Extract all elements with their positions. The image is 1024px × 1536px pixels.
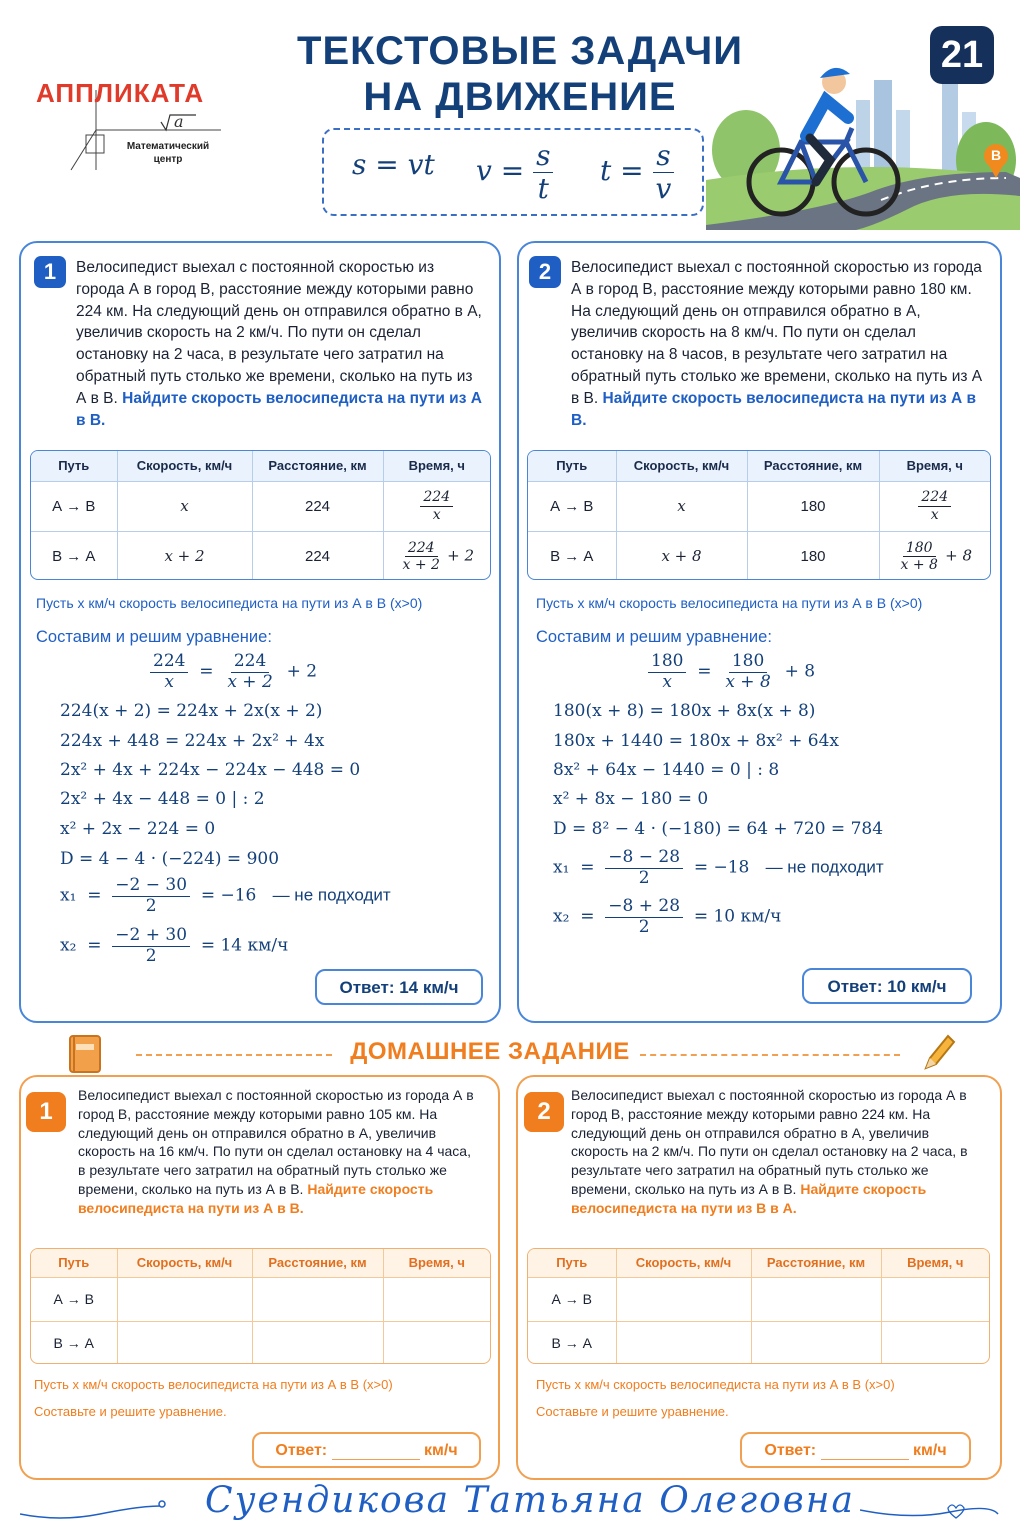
formula-time-left: t = [600,154,644,188]
root-num: −8 − 28 [605,848,683,869]
cell-time [879,531,990,580]
formula-speed [476,140,553,205]
eq-left-den: x [164,671,175,692]
cell-speed-input[interactable] [616,1277,751,1321]
logo-caption: Математический центр [126,141,210,165]
cell-time-input[interactable] [383,1277,490,1321]
eq-right-den: x + 2 [227,671,273,692]
root-label: x₁ [553,857,570,878]
page-number-badge: 21 [930,26,994,84]
homework-question: Найдите скорость велосипедиста на пути из В в А. [571,1180,927,1216]
solve-label: Составим и решим уравнение: [36,628,272,646]
map-marker-label: B [990,147,1002,163]
time-den: x [930,506,939,523]
homework-answer-box[interactable] [740,1432,971,1468]
problem-question: Найдите скорость велосипедиста на пути из А в В. [571,389,977,429]
eq-left-num: 224 [150,652,188,673]
col-header-distance: Расстояние, км [252,1249,383,1277]
homework-table [30,1248,491,1364]
cell-path: В → А [31,531,117,580]
time-num: 224 [918,489,951,506]
root-result: = 14 км/ч [200,935,289,956]
time-den: x [432,506,441,523]
problem-text [571,257,983,431]
col-header-speed: Скорость, км/ч [117,451,252,481]
answer-unit: км/ч [913,1442,947,1459]
cell-path: А → В [31,481,117,531]
col-header-time: Время, ч [881,1249,989,1277]
data-table [30,450,491,580]
answer-blank[interactable] [821,1442,909,1460]
time-den: x + 8 [900,556,938,573]
root-result: = −16 [200,885,257,906]
cell-path: В → А [31,1321,117,1364]
table-row [31,1321,490,1364]
homework-table [527,1248,990,1364]
eq-left-den: x [662,671,673,692]
problem-question: Найдите скорость велосипедиста на пути из А в В. [76,389,482,429]
homework-title: ДОМАШНЕЕ ЗАДАНИЕ [350,1038,630,1065]
time-num: 180 [903,540,936,557]
cell-distance-input[interactable] [751,1277,881,1321]
cell-speed: x [616,481,747,531]
solution-step: 180(x + 8) = 180x + 8x(x + 8) [553,701,816,721]
eq-add: + 8 [784,661,816,682]
cell-distance-input[interactable] [252,1277,383,1321]
eq-right-den: x + 8 [725,671,771,692]
formula-distance: s = vt [352,148,435,181]
author-signature: Суендикова Татьяна Олеговна [205,1480,855,1521]
root-label: x₁ [60,885,77,906]
homework-statement: Велосипедист выехал с постоянной скоростью из города А в город В, расстояние между которыми равно 105 км. На следующий день он отправился обратно в А, увеличив скорость на 16 км/ч. По пути он сделал остановку на 4 часа, в результате чего затратил на обратный путь столько же времени, сколько на путь из А в В. [78,1087,474,1197]
solution-step: 224(x + 2) = 224x + 2x(x + 2) [60,701,323,721]
cell-path: В → А [528,531,616,580]
cell-time-input[interactable] [881,1321,989,1364]
col-header-time: Время, ч [879,451,990,481]
col-header-speed: Скорость, км/ч [616,451,747,481]
let-statement: Пусть x км/ч скорость велосипедиста на пути из А в В (x>0) [536,595,923,611]
col-header-speed: Скорость, км/ч [616,1249,751,1277]
root-x2: x₂ = $\frac{-2 + 30}{2}$ = 14 км/ч [60,925,289,966]
time-add: + 2 [447,546,474,565]
cell-speed: x [117,481,252,531]
problem-text [76,257,486,431]
let-statement: Пусть x км/ч скорость велосипедиста на пути из А в В (x>0) [36,595,423,611]
logo-glyph: a [174,112,184,131]
cell-path: А → В [528,481,616,531]
divider-right [640,1054,900,1056]
root-den: 2 [638,867,650,888]
divider-left [136,1054,332,1056]
solution-step: D = 4 − 4 · (−224) = 900 [60,849,280,869]
answer-blank[interactable] [332,1442,420,1460]
cell-distance-input[interactable] [751,1321,881,1364]
time-num: 224 [420,489,453,506]
cyclist-illustration [706,60,1020,230]
problem-number: 2 [529,256,561,288]
cell-path: А → В [528,1277,616,1321]
homework-let: Пусть x км/ч скорость велосипедиста на пути из А в В (x>0) [34,1377,393,1392]
root-x1: x₁ = $\frac{-2 - 30}{2}$ = −16 — не подходит [60,875,391,916]
formula-time-num: s [653,140,673,173]
homework-number: 2 [524,1092,564,1132]
solve-label: Составим и решим уравнение: [536,628,772,646]
homework-number: 1 [26,1092,66,1132]
cell-speed-input[interactable] [117,1277,252,1321]
answer-label: Ответ: [275,1442,328,1459]
cell-time [879,481,990,531]
col-header-distance: Расстояние, км [747,451,879,481]
root-result: = −18 [693,857,750,878]
root-num: −2 + 30 [112,926,190,947]
col-header-path: Путь [528,1249,616,1277]
problem-statement: Велосипедист выехал с постоянной скоростью из города А в город В, расстояние между которыми равно 180 км. На следующий день он отправился обратно в А, увеличив скорость на 8 км/ч. По пути он сделал остановку на 8 часов, в результате чего затратил на обратный путь столько же времени, сколько на путь из А в В. [571,259,983,407]
col-header-distance: Расстояние, км [751,1249,881,1277]
cell-distance: 224 [252,481,383,531]
book-icon [66,1032,106,1076]
col-header-path: Путь [31,451,117,481]
homework-let: Пусть x км/ч скорость велосипедиста на пути из А в В (x>0) [536,1377,895,1392]
table-row [528,531,990,580]
time-den: x + 2 [402,556,440,573]
homework-solve: Составьте и решите уравнение. [536,1404,729,1419]
cell-distance-input[interactable] [252,1321,383,1364]
main-equation: $\frac{224}{x}$ = $\frac{224}{x + 2}$ + 2 [150,652,317,692]
solution-step: D = 8² − 4 · (−180) = 64 + 720 = 784 [553,819,884,839]
cell-speed-input[interactable] [117,1321,252,1364]
table-row [528,1321,989,1364]
cell-distance: 180 [747,481,879,531]
formula-speed-den: t [537,172,549,206]
problem-statement: Велосипедист выехал с постоянной скоростью из города А в город В, расстояние между которыми равно 224 км. На следующий день он отправился обратно в А, увеличив скорость на 2 км/ч. По пути он сделал остановку на 2 часа, в результате чего затратил на обратный путь столько же времени, сколько на путь из А в В. [76,259,482,407]
answer-box: Ответ: 14 км/ч [315,969,483,1005]
eq-right-num: 224 [231,652,269,673]
table-row [528,1277,989,1321]
root-result: = 10 км/ч [693,906,782,927]
col-header-path: Путь [31,1249,117,1277]
pencil-icon [918,1030,958,1074]
cell-path: В → А [528,1321,616,1364]
root-x2: x₂ = $\frac{-8 + 28}{2}$ = 10 км/ч [553,896,782,937]
root-label: x₂ [60,935,77,956]
root-num: −2 − 30 [112,876,190,897]
eq-add: + 2 [286,661,318,682]
root-den: 2 [145,945,157,966]
root-label: x₂ [553,906,570,927]
col-header-time: Время, ч [383,1249,490,1277]
main-equation: $\frac{180}{x}$ = $\frac{180}{x + 8}$ + 8 [648,652,815,692]
homework-statement: Велосипедист выехал с постоянной скоростью из города А в город В, расстояние между которыми равно 224 км. На следующий день он отправился обратно в А, увеличив скорость на 2 км/ч. По пути он сделал остановку на 2 часа, в результате чего затратил на обратный путь столько же времени, сколько на путь из А в В. [571,1087,968,1197]
solution-step: x² + 8x − 180 = 0 [553,789,709,809]
homework-text [78,1086,478,1218]
root-note: — не подходит [272,885,391,905]
solution-step: 2x² + 4x − 448 = 0 | : 2 [60,789,265,809]
cell-speed-input[interactable] [616,1321,751,1364]
homework-answer-box[interactable] [252,1432,481,1468]
formula-time [600,140,674,205]
solution-step: 224x + 448 = 224x + 2x² + 4x [60,731,325,751]
signature-flourish-left [20,1496,170,1526]
root-den: 2 [638,916,650,937]
table-row [31,1277,490,1321]
cell-distance: 180 [747,531,879,580]
answer-box: Ответ: 10 км/ч [802,968,972,1004]
col-header-distance: Расстояние, км [252,451,383,481]
signature-flourish-right [860,1496,1010,1526]
homework-question: Найдите скорость велосипедиста на пути из А в В. [78,1180,434,1216]
logo [36,60,236,180]
homework-text [571,1086,981,1218]
title-line-2: НА ДВИЖЕНИЕ [363,75,677,119]
root-num: −8 + 28 [605,897,683,918]
root-den: 2 [145,895,157,916]
table-row [31,481,490,531]
root-x1: x₁ = $\frac{-8 - 28}{2}$ = −18 — не подходит [553,847,884,888]
formula-time-den: v [655,172,672,206]
cell-speed: x + 8 [616,531,747,580]
col-header-time: Время, ч [383,451,490,481]
table-row [528,481,990,531]
root-note: — не подходит [765,857,884,877]
cell-time-input[interactable] [383,1321,490,1364]
logo-text: АППЛИКАТА [36,78,205,108]
cell-time [383,531,490,580]
formula-speed-num: s [533,140,553,173]
answer-unit: км/ч [424,1442,458,1459]
cell-speed: x + 2 [117,531,252,580]
col-header-speed: Скорость, км/ч [117,1249,252,1277]
time-add: + 8 [945,546,972,565]
solution-step: 8x² + 64x − 1440 = 0 | : 8 [553,760,780,780]
title-line-1: ТЕКСТОВЫЕ ЗАДАЧИ [297,29,743,73]
table-row [31,531,490,580]
eq-left-num: 180 [648,652,686,673]
solution-step: 180x + 1440 = 180x + 8x² + 64x [553,731,839,751]
problem-number: 1 [34,256,66,288]
solution-step: 2x² + 4x + 224x − 224x − 448 = 0 [60,760,361,780]
col-header-path: Путь [528,451,616,481]
cell-time [383,481,490,531]
time-num: 224 [405,540,438,557]
solution-step: x² + 2x − 224 = 0 [60,819,216,839]
answer-label: Ответ: [764,1442,817,1459]
data-table [527,450,991,580]
cell-time-input[interactable] [881,1277,989,1321]
eq-right-num: 180 [729,652,767,673]
homework-solve: Составьте и решите уравнение. [34,1404,227,1419]
cell-distance: 224 [252,531,383,580]
formula-speed-left: v = [476,154,525,188]
cell-path: А → В [31,1277,117,1321]
